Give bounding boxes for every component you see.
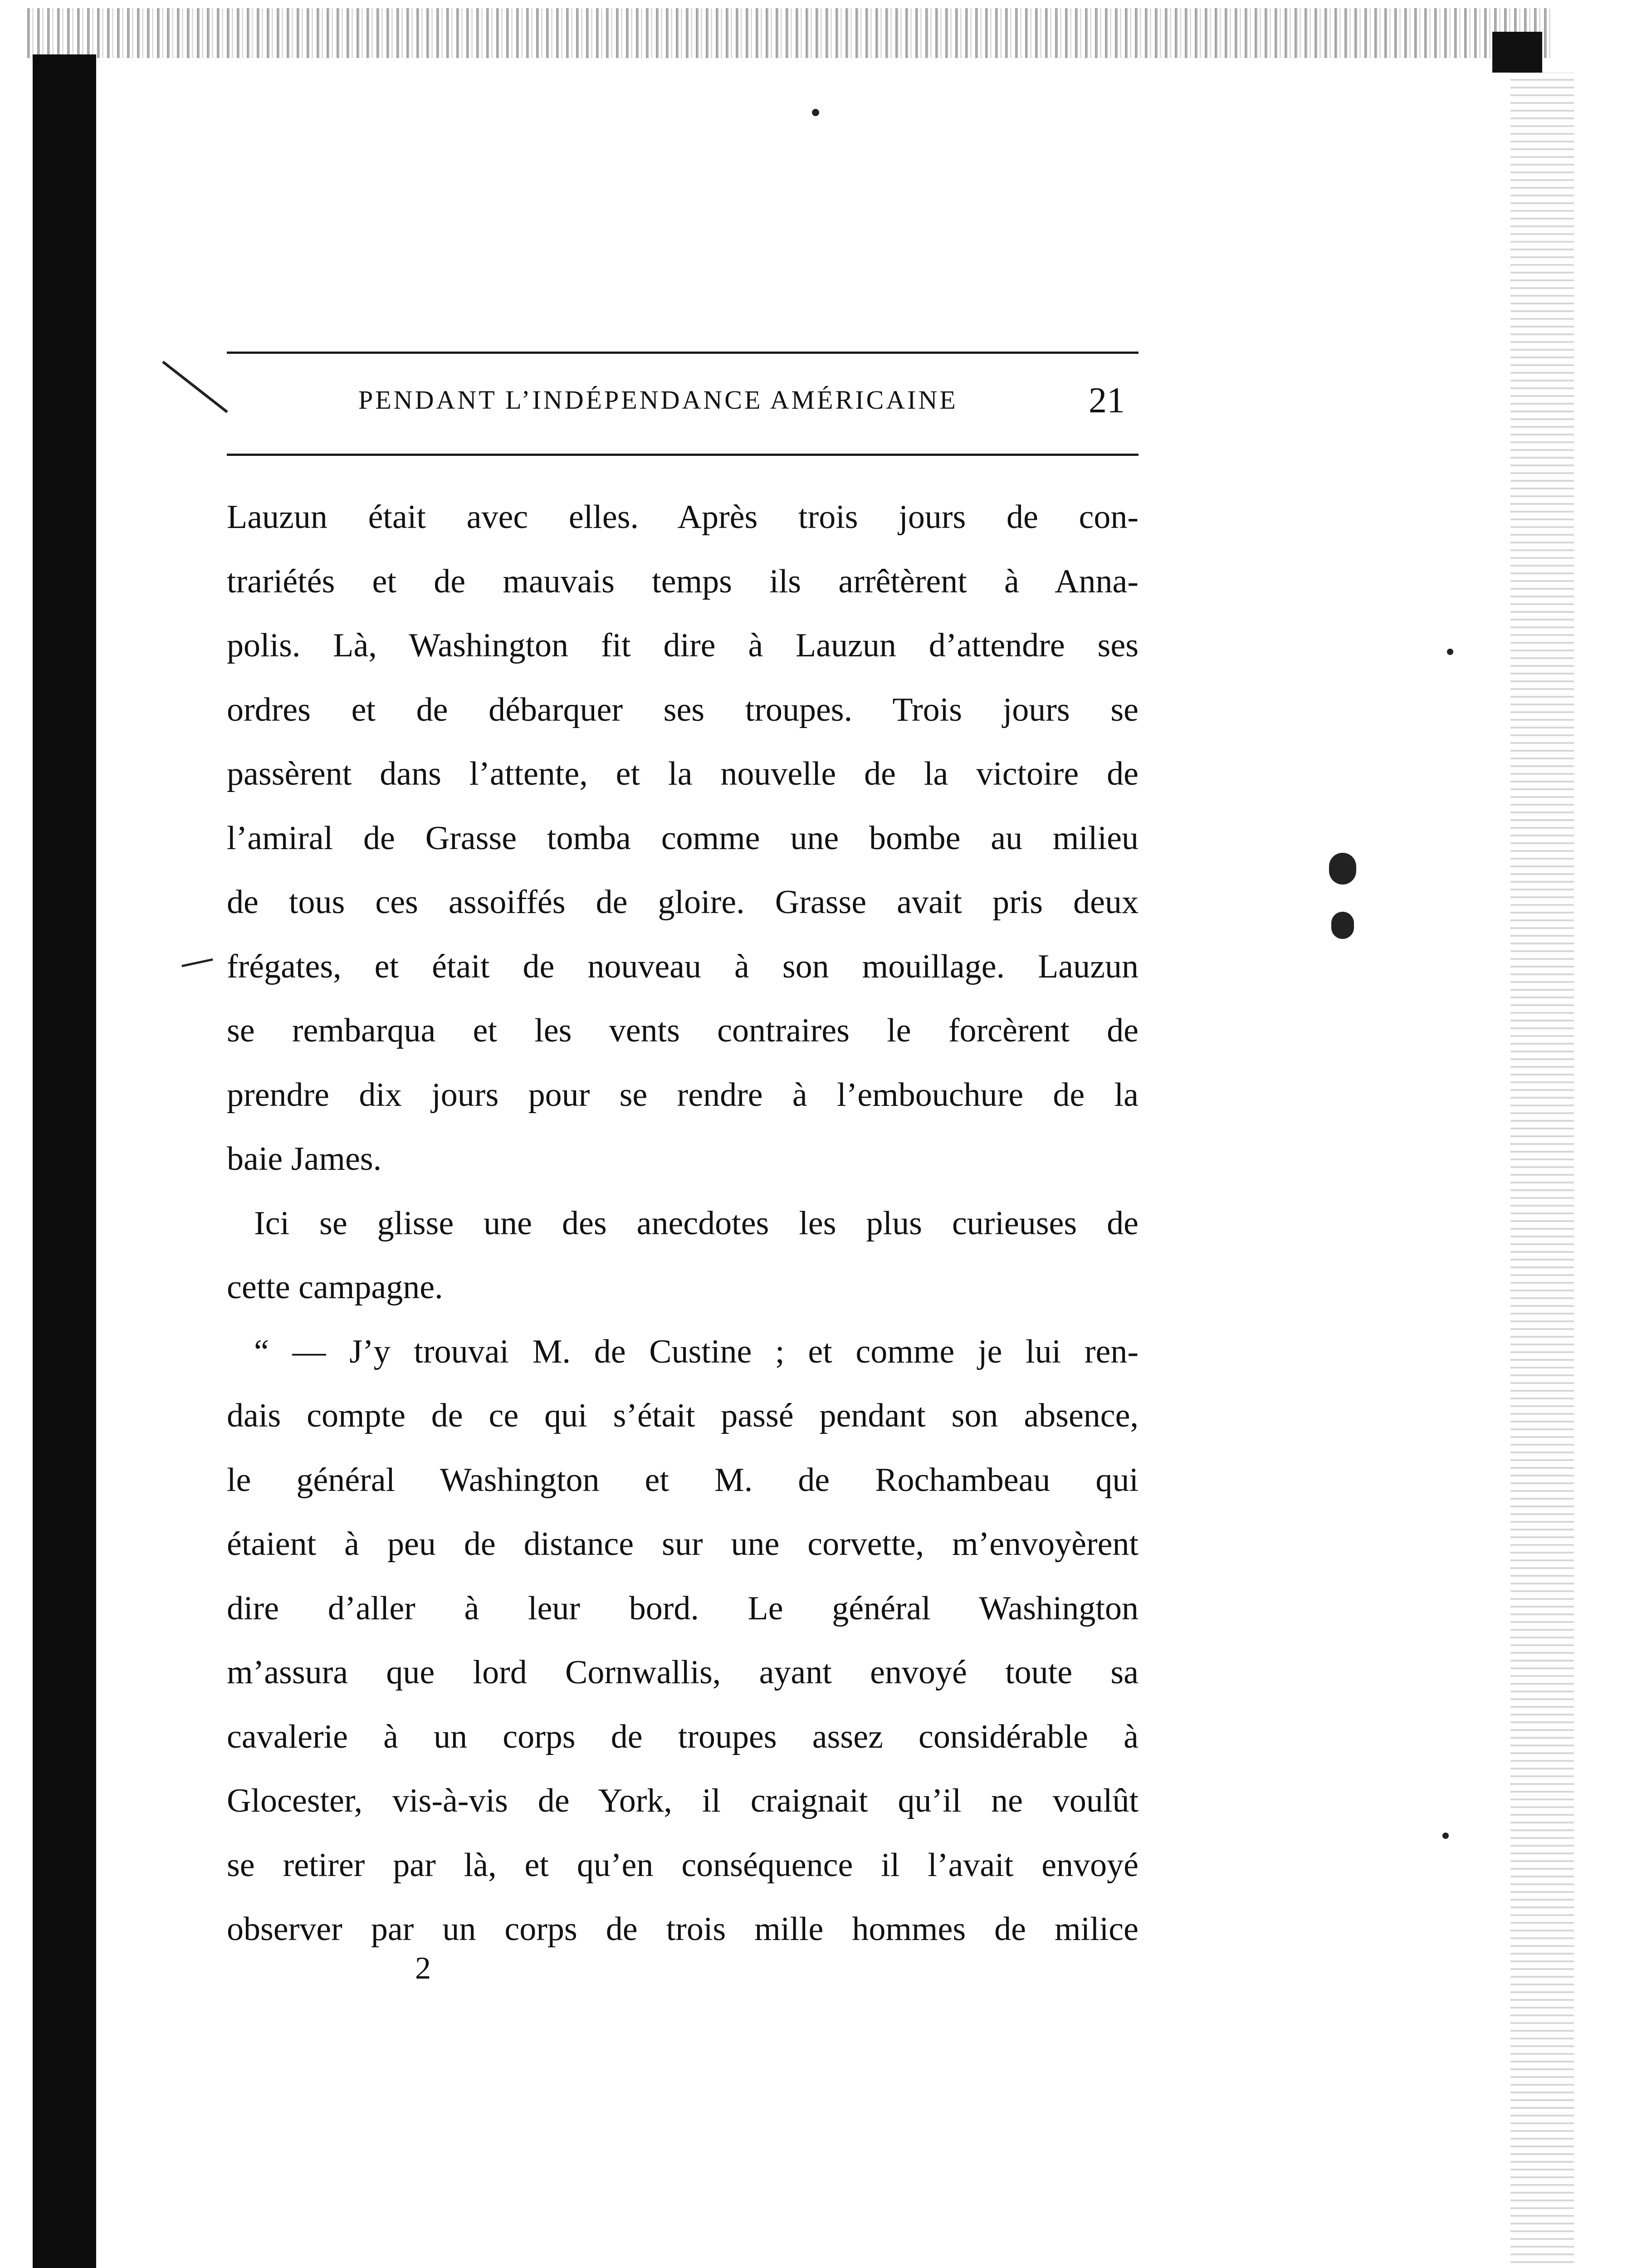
text-line: baie James. [227, 1140, 382, 1178]
text-line: l’amiral de Grasse tomba comme une bombe au milieu [227, 819, 1139, 857]
margin-ink-blot-2 [1331, 912, 1354, 939]
scan-noise-right [1510, 73, 1574, 2268]
margin-ink-blot [1329, 853, 1356, 885]
stray-dot [812, 109, 819, 116]
running-head: PENDANT L’INDÉPENDANCE AMÉRICAINE [358, 385, 958, 415]
body-text [227, 485, 1139, 1962]
text-line: se retirer par là, et qu’en conséquence il l’avait envoyé [227, 1846, 1139, 1884]
text-line: étaient à peu de distance sur une corvette, m’envoyèrent [227, 1525, 1139, 1563]
text-line: dire d’aller à leur bord. Le général Washington [227, 1589, 1139, 1627]
margin-dash-mark [181, 958, 213, 967]
scan-noise-top [27, 8, 1551, 58]
text-line: Lauzun était avec elles. Après trois jours de con- [227, 499, 1139, 536]
text-line: “ — J’y trouvai M. de Custine ; et comme je lui ren- [254, 1333, 1139, 1370]
text-line: prendre dix jours pour se rendre à l’embouchure de la [227, 1076, 1139, 1114]
text-line: cavalerie à un corps de troupes assez considérable à [227, 1718, 1139, 1755]
page-number: 21 [1089, 381, 1125, 420]
text-line: frégates, et était de nouveau à son mouillage. Lauzun [227, 948, 1139, 985]
margin-pen-mark [162, 361, 228, 413]
text-line: se rembarqua et les vents contraires le forcèrent de [227, 1012, 1139, 1049]
text-line: trariétés et de mauvais temps ils arrêtèrent à Anna- [227, 562, 1139, 600]
scan-binding-shadow [33, 54, 96, 2268]
header-rule-top [227, 352, 1139, 354]
header-rule-bottom [227, 454, 1139, 456]
text-line: m’assura que lord Cornwallis, ayant envoyé toute sa [227, 1654, 1139, 1691]
text-line: ordres et de débarquer ses troupes. Trois jours se [227, 691, 1139, 728]
text-line: le général Washington et M. de Rochambeau qui [227, 1461, 1139, 1499]
text-line: observer par un corps de trois mille hommes de milice [227, 1911, 1139, 1948]
stray-dot [1442, 1833, 1449, 1839]
text-line: Ici se glisse une des anecdotes les plus curieuses de [254, 1204, 1139, 1242]
text-line: cette campagne. [227, 1269, 443, 1306]
text-line: dais compte de ce qui s’était passé pendant son absence, [227, 1397, 1139, 1434]
stray-dot [1447, 649, 1453, 655]
text-line: passèrent dans l’attente, et la nouvelle de la victoire de [227, 755, 1139, 792]
text-line: polis. Là, Washington fit dire à Lauzun d’attendre ses [227, 627, 1139, 664]
text-line: Glocester, vis-à-vis de York, il craignait qu’il ne voulût [227, 1782, 1139, 1819]
signature-mark: 2 [415, 1951, 431, 1986]
scan-corner-mark [1492, 32, 1542, 73]
text-line: de tous ces assoiffés de gloire. Grasse avait pris deux [227, 884, 1139, 921]
